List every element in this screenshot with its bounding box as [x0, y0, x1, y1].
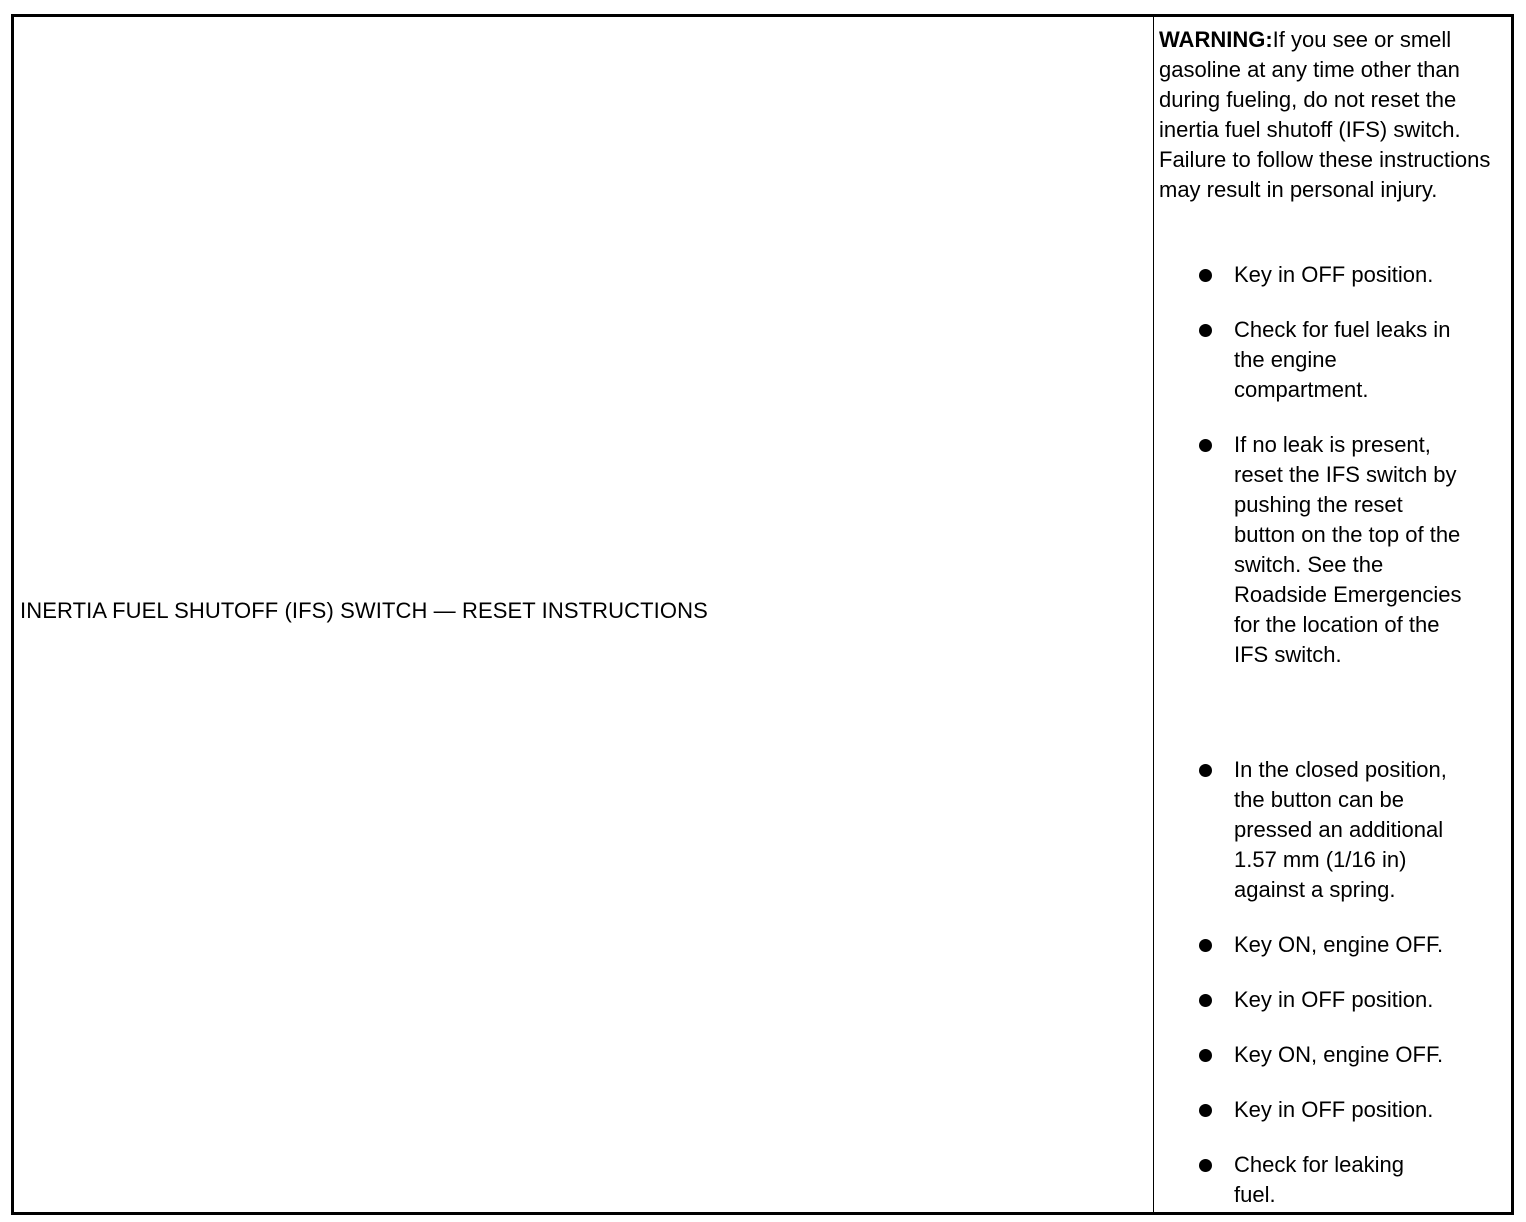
instructions-cell [1154, 17, 1511, 1212]
step-text: Key in OFF position. [1234, 987, 1434, 1012]
bullet-icon [1199, 1049, 1212, 1062]
list-item [1204, 260, 1464, 290]
bullet-icon [1199, 439, 1212, 452]
list-item [1204, 1095, 1474, 1125]
step-text: Check for leaking fuel. [1234, 1152, 1404, 1207]
step-text: Key in OFF position. [1234, 262, 1434, 287]
step-text: If no leak is present, reset the IFS switch by pushing the reset button on the top of the switch. See the Roadside Emergencies for the location of the IFS switch. [1234, 432, 1462, 667]
bullet-icon [1199, 939, 1212, 952]
warning-label: WARNING: [1159, 27, 1273, 52]
step-text: In the closed position, the button can be pressed an additional 1.57 mm (1/16 in) against a spring. [1234, 757, 1447, 902]
list-item [1204, 930, 1474, 960]
warning-text: If you see or smell gasoline at any time other than during fueling, do not reset the inertia fuel shutoff (IFS) switch. Failure to follow these instructions may result in personal injury. [1159, 27, 1491, 202]
warning-block [1159, 25, 1504, 205]
list-item [1204, 1040, 1474, 1070]
bullet-icon [1199, 1159, 1212, 1172]
bullet-icon [1199, 764, 1212, 777]
bullet-icon [1199, 269, 1212, 282]
step-text: Check for fuel leaks in the engine compartment. [1234, 317, 1451, 402]
list-item [1204, 315, 1459, 405]
title-cell [14, 17, 1154, 1212]
list-item [1204, 430, 1462, 670]
step-text: Key in OFF position. [1234, 1097, 1434, 1122]
page-title: INERTIA FUEL SHUTOFF (IFS) SWITCH — RESET INSTRUCTIONS [20, 597, 708, 623]
list-item [1204, 1150, 1459, 1210]
bullet-icon [1199, 1104, 1212, 1117]
bullet-icon [1199, 994, 1212, 1007]
instruction-table [11, 14, 1514, 1215]
list-item [1204, 755, 1474, 905]
step-text: Key ON, engine OFF. [1234, 1042, 1444, 1067]
bullet-icon [1199, 324, 1212, 337]
list-item [1204, 985, 1474, 1015]
step-text: Key ON, engine OFF. [1234, 932, 1444, 957]
